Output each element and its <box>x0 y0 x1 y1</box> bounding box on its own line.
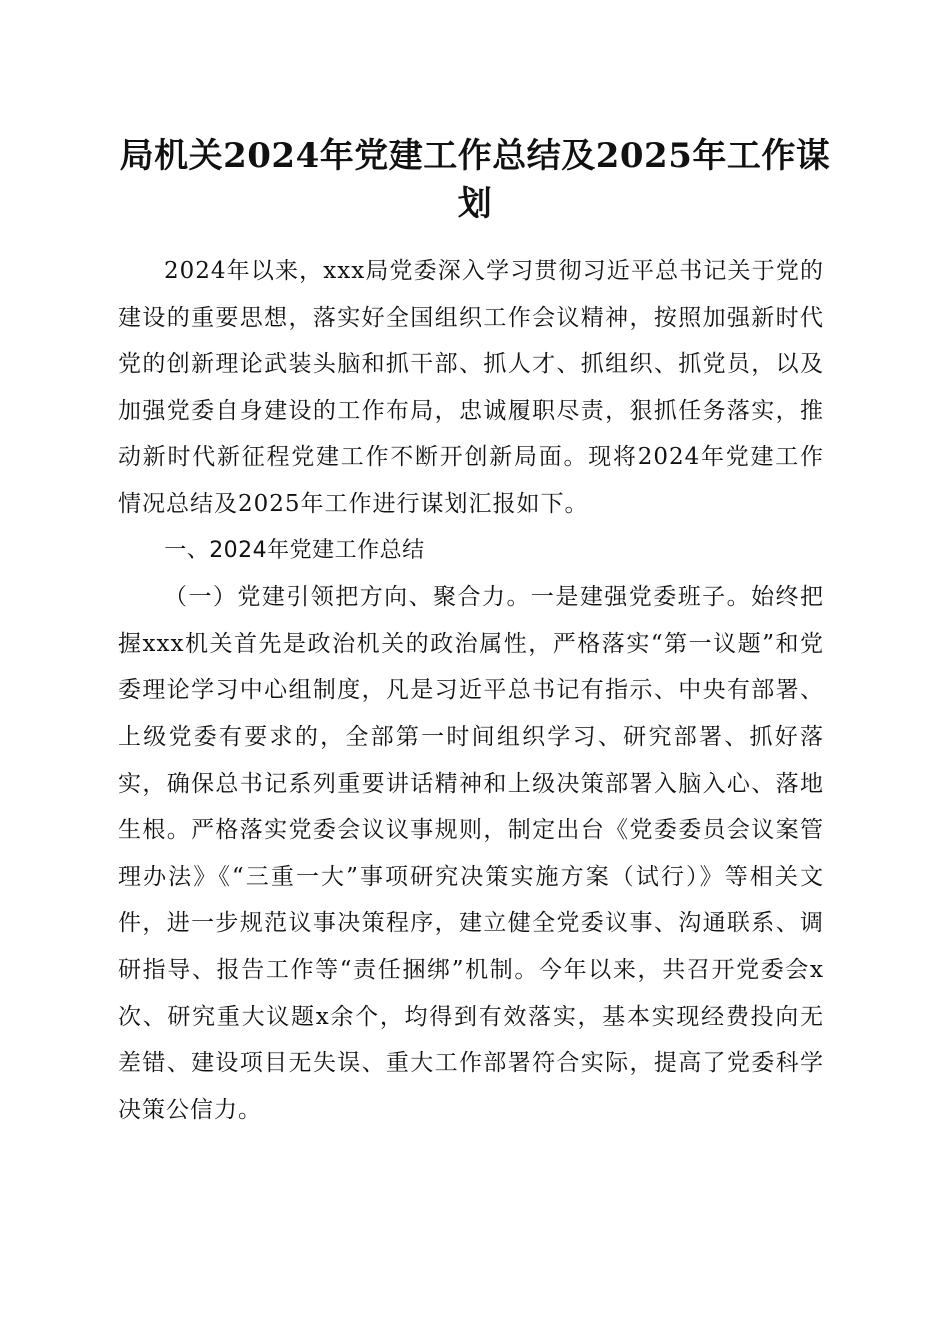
intro-paragraph: 2024年以来，xxx局党委深入学习贯彻习近平总书记关于党的建设的重要思想，落实好全国组织工作会议精神，按照加强新时代党的创新理论武装头脑和抓干部、抓人才、抓组织、抓党员，以及加强党委自身建设的工作布局，忠诚履职尽责，狠抓任务落实，推动新时代新征程党建工作不断开创新局面。现将2024年党建工作情况总结及2025年工作进行谋划汇报如下。 <box>118 258 824 517</box>
section-heading-summary-2024: 一、2024年党建工作总结 <box>164 537 425 563</box>
document-title: 局机关2024年党建工作总结及2025年工作谋划 <box>119 136 831 224</box>
section-paragraph-party-leadership: （一）党建引领把方向、聚合力。一是建强党委班子。始终把握xxx机关首先是政治机关的政治属性，严格落实“第一议题”和党委理论学习中心组制度，凡是习近平总书记有指示、中央有部署、上级党委有要求的，全部第一时间组织学习、研究部署、抓好落实，确保总书记系列重要讲话精神和上级决策部署入脑入心、落地生根。严格落实党委会议议事规则，制定出台《党委委员会议案管理办法》《“三重一大”事项研究决策实施方案（试行）》等相关文件，进一步规范议事决策程序，建立健全党委议事、沟通联系、调研指导、报告工作等“责任捆绑”机制。今年以来，共召开党委会x次、研究重大议题x余个，均得到有效落实，基本实现经费投向无差错、建设项目无失误、重大工作部署符合实际，提高了党委科学决策公信力。 <box>118 584 824 1123</box>
document-body <box>118 248 824 1133</box>
